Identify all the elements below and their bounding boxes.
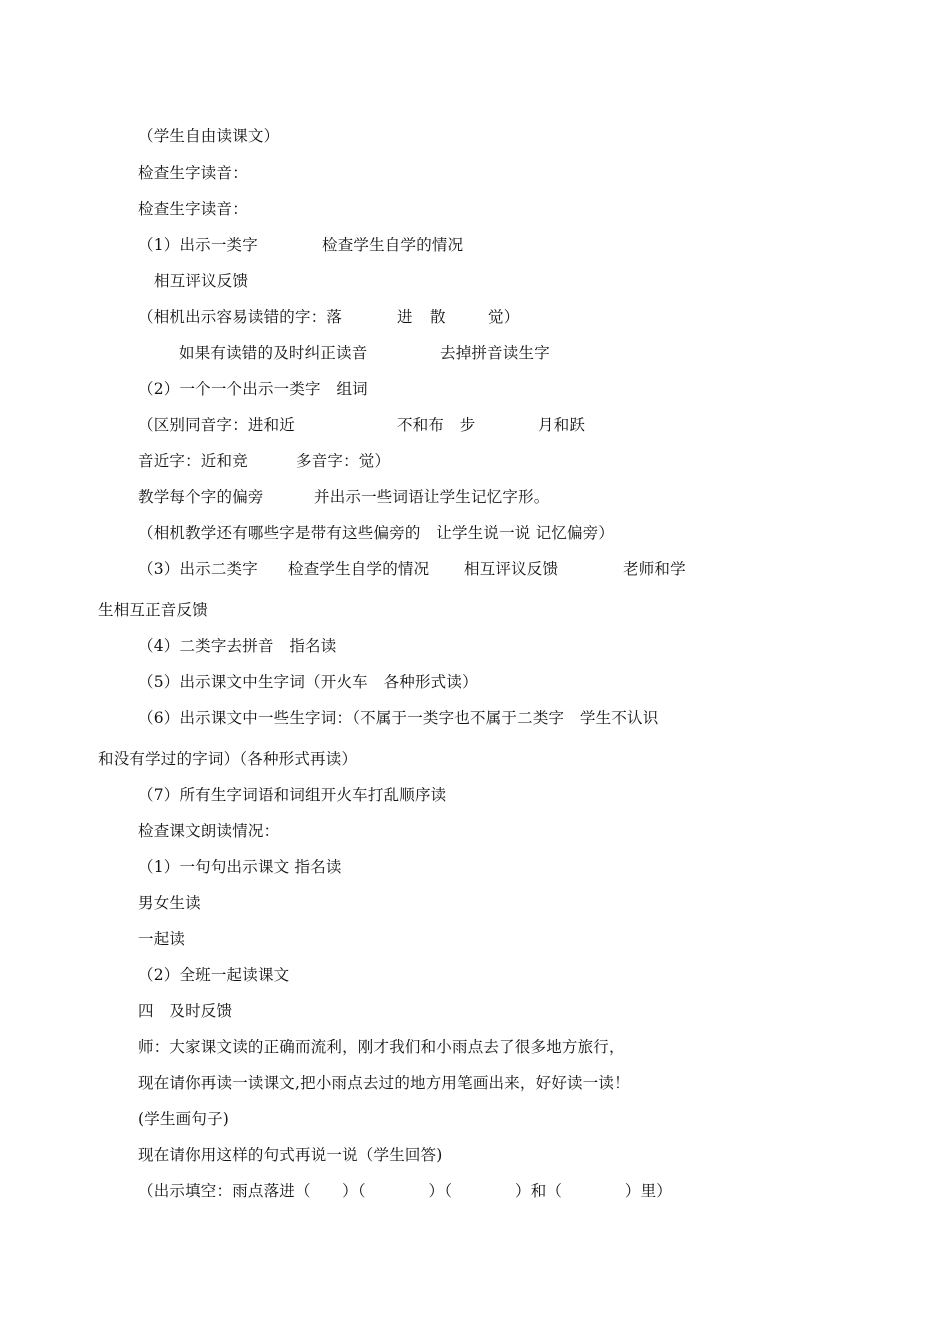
text-line-7 <box>179 343 599 363</box>
text-line-24: （2）全班一起读课文 <box>138 966 290 984</box>
text-line-19: （7）所有生字词语和词组开火车打乱顺序读 <box>138 786 447 804</box>
text-segment: 如果有读错的及时纠正读音 <box>179 344 368 362</box>
text-line-18: 和没有学过的字词）（各种形式再读） <box>98 750 358 768</box>
text-line-9 <box>138 415 638 435</box>
text-line-6 <box>138 307 558 327</box>
text-segment: 不和布 步 <box>397 416 476 434</box>
text-segment: （1）出示一类字 <box>138 236 258 254</box>
text-segment: 检查学生自学的情况 <box>288 560 430 578</box>
text-segment: 音近字：近和竞 <box>138 452 248 470</box>
text-line-22: 男女生读 <box>138 894 201 912</box>
text-segment: 散 <box>430 308 446 326</box>
text-segment: （区别同音字：进和近 <box>138 416 296 434</box>
text-segment: 觉） <box>488 308 520 326</box>
text-segment: （相机出示容易读错的字：落 <box>138 308 343 326</box>
text-line-29: 现在请你用这样的句式再说一说（学生回答) <box>138 1146 443 1164</box>
text-line-8: （2）一个一个出示一类字 组词 <box>138 380 368 398</box>
text-line-17: （6）出示课文中一些生字词：（不属于一类字也不属于二类字 学生不认识 <box>138 709 659 727</box>
text-line-3: 检查生字读音： <box>138 200 248 218</box>
text-line-1: （学生自由读课文） <box>138 127 280 145</box>
text-line-14: 生相互正音反馈 <box>98 601 208 619</box>
section-heading: 四 及时反馈 <box>138 1002 233 1020</box>
fill-in-blank-line: （出示填空：雨点落进（ ）（ ）（ ）和（ ）里） <box>138 1182 673 1200</box>
text-line-21: （1）一句句出示课文 指名读 <box>138 858 342 876</box>
text-segment: （3）出示二类字 <box>138 560 258 578</box>
text-line-10 <box>138 451 538 471</box>
text-segment: 并出示一些词语让学生记忆字形。 <box>314 488 550 506</box>
text-segment: 检查学生自学的情况 <box>322 236 464 254</box>
text-segment: 老师和学 <box>623 560 686 578</box>
text-segment: 相互评议反馈 <box>464 560 559 578</box>
text-line-28: (学生画句子) <box>138 1110 229 1128</box>
text-line-13 <box>138 559 698 579</box>
text-line-26: 师：大家课文读的正确而流利，刚才我们和小雨点去了很多地方旅行， <box>138 1038 625 1056</box>
text-line-4 <box>138 235 638 255</box>
text-line-16: （5）出示课文中生字词（开火车 各种形式读） <box>138 673 478 691</box>
text-segment: 多音字：觉） <box>296 452 391 470</box>
text-segment: 进 <box>397 308 413 326</box>
text-segment: 去掉拼音读生字 <box>440 344 550 362</box>
text-line-11 <box>138 487 598 507</box>
text-segment: 教学每个字的偏旁 <box>138 488 264 506</box>
text-line-15: （4）二类字去拼音 指名读 <box>138 637 337 655</box>
text-line-12: （相机教学还有哪些字是带有这些偏旁的 让学生说一说 记忆偏旁） <box>138 524 615 542</box>
text-line-5: 相互评议反馈 <box>154 272 249 290</box>
text-line-27: 现在请你再读一读课文,把小雨点去过的地方用笔画出来，好好读一读！ <box>138 1074 630 1092</box>
text-segment: 月和跃 <box>538 416 586 434</box>
text-line-2: 检查生字读音： <box>138 164 248 182</box>
text-line-23: 一起读 <box>138 930 186 948</box>
text-line-20: 检查课文朗读情况： <box>138 822 280 840</box>
